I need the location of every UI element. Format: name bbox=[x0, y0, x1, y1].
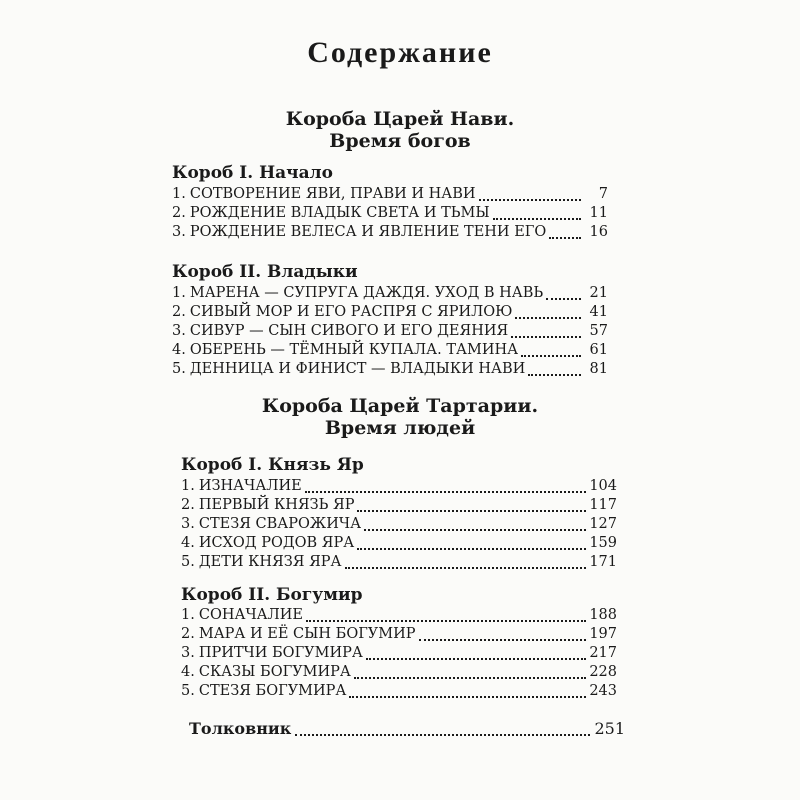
dot-leader bbox=[357, 536, 586, 550]
toc-entry[interactable] bbox=[181, 477, 617, 495]
part-heading-1 bbox=[0, 108, 800, 152]
toc-entry[interactable] bbox=[181, 515, 617, 533]
entry-title: РОЖДЕНИЕ ВЕЛЕСА И ЯВЛЕНИЕ ТЕНИ ЕГО bbox=[189, 224, 547, 240]
dot-leader bbox=[349, 684, 586, 698]
dot-leader bbox=[521, 343, 581, 357]
entry-number: 5. bbox=[181, 554, 195, 570]
entry-number: 5. bbox=[181, 683, 195, 699]
entry-number: 4. bbox=[181, 664, 195, 680]
entry-title: СИВУР — СЫН СИВОГО И ЕГО ДЕЯНИЯ bbox=[189, 323, 509, 339]
toc-entry[interactable] bbox=[172, 185, 608, 203]
part-heading-1-line1: Короба Царей Нави. bbox=[285, 108, 515, 130]
entry-number: 2. bbox=[181, 626, 195, 642]
entry-title: ПЕРВЫЙ КНЯЗЬ ЯР bbox=[198, 497, 355, 513]
entry-title: ИСХОД РОДОВ ЯРА bbox=[198, 535, 355, 551]
entry-page: 11 bbox=[589, 205, 608, 221]
glossary-label: Толковник bbox=[189, 719, 292, 738]
part-heading-1-line2: Время богов bbox=[329, 130, 471, 152]
dot-leader bbox=[511, 324, 581, 338]
dot-leader bbox=[493, 206, 581, 220]
toc-entry[interactable] bbox=[172, 303, 608, 321]
entry-number: 2. bbox=[181, 497, 195, 513]
entry-title: СИВЫЙ МОР И ЕГО РАСПРЯ С ЯРИЛОЮ bbox=[189, 304, 513, 320]
entry-title: ИЗНАЧАЛИЕ bbox=[198, 478, 302, 494]
group-heading-knyaz-yar: Короб I. Князь Яр bbox=[181, 455, 364, 475]
entry-number: 3. bbox=[181, 645, 195, 661]
toc-entry[interactable] bbox=[172, 204, 608, 222]
entry-title: СКАЗЫ БОГУМИРА bbox=[198, 664, 351, 680]
entry-page: 16 bbox=[589, 224, 608, 240]
entry-title: ПРИТЧИ БОГУМИРА bbox=[198, 645, 363, 661]
toc-entry[interactable] bbox=[181, 644, 617, 662]
toc-entry[interactable] bbox=[181, 553, 617, 571]
dot-leader bbox=[479, 187, 581, 201]
entry-number: 1. bbox=[172, 285, 186, 301]
entry-page: 7 bbox=[598, 186, 608, 202]
entry-page: 21 bbox=[589, 285, 608, 301]
entry-title: ДЕТИ КНЯЗЯ ЯРА bbox=[198, 554, 342, 570]
toc-glossary-entry[interactable] bbox=[189, 719, 625, 738]
toc-entry[interactable] bbox=[172, 360, 608, 378]
dot-leader bbox=[364, 517, 586, 531]
toc-entry[interactable] bbox=[181, 606, 617, 624]
group-heading-vladyki: Короб II. Владыки bbox=[172, 262, 358, 282]
part-heading-2 bbox=[0, 395, 800, 439]
toc-entry[interactable] bbox=[181, 496, 617, 514]
entry-number: 5. bbox=[172, 361, 186, 377]
page-title: Содержание bbox=[307, 36, 493, 69]
entry-number: 3. bbox=[181, 516, 195, 532]
dot-leader bbox=[306, 608, 586, 622]
part-heading-2-line2: Время людей bbox=[324, 417, 476, 439]
toc-entry[interactable] bbox=[181, 663, 617, 681]
entry-title: СОТВОРЕНИЕ ЯВИ, ПРАВИ И НАВИ bbox=[189, 186, 476, 202]
dot-leader bbox=[549, 225, 581, 239]
toc-entry[interactable] bbox=[172, 223, 608, 241]
entry-number: 1. bbox=[181, 607, 195, 623]
glossary-page: 251 bbox=[594, 719, 625, 738]
entry-number: 1. bbox=[181, 478, 195, 494]
entry-title: СОНАЧАЛИЕ bbox=[198, 607, 303, 623]
entry-title: ДЕННИЦА И ФИНИСТ — ВЛАДЫКИ НАВИ bbox=[189, 361, 526, 377]
entry-page: 197 bbox=[589, 626, 617, 642]
entry-number: 4. bbox=[181, 535, 195, 551]
entry-page: 81 bbox=[589, 361, 608, 377]
toc-entry[interactable] bbox=[181, 534, 617, 552]
toc-entry[interactable] bbox=[172, 322, 608, 340]
entry-title: СТЕЗЯ СВАРОЖИЧА bbox=[198, 516, 362, 532]
toc-entry[interactable] bbox=[181, 625, 617, 643]
dot-leader bbox=[528, 362, 581, 376]
dot-leader bbox=[295, 722, 590, 736]
dot-leader bbox=[357, 498, 586, 512]
entry-number: 1. bbox=[172, 186, 186, 202]
entry-page: 57 bbox=[589, 323, 608, 339]
group-heading-bogumir: Короб II. Богумир bbox=[181, 585, 363, 605]
entry-number: 3. bbox=[172, 224, 186, 240]
dot-leader bbox=[515, 305, 581, 319]
group-heading-nachalo: Короб I. Начало bbox=[172, 163, 333, 183]
entry-number: 2. bbox=[172, 304, 186, 320]
toc-entry[interactable] bbox=[172, 284, 608, 302]
dot-leader bbox=[345, 555, 587, 569]
entry-title: РОЖДЕНИЕ ВЛАДЫК СВЕТА И ТЬМЫ bbox=[189, 205, 490, 221]
entry-page: 228 bbox=[589, 664, 617, 680]
entry-title: ОБЕРЕНЬ — ТЁМНЫЙ КУПАЛА. ТАМИНА bbox=[189, 342, 519, 358]
entry-number: 3. bbox=[172, 323, 186, 339]
entry-number: 4. bbox=[172, 342, 186, 358]
part-heading-2-line1: Короба Царей Тартарии. bbox=[261, 395, 539, 417]
entry-page: 127 bbox=[589, 516, 617, 532]
entry-title: СТЕЗЯ БОГУМИРА bbox=[198, 683, 347, 699]
dot-leader bbox=[305, 479, 587, 493]
entry-page: 61 bbox=[589, 342, 608, 358]
toc-entry[interactable] bbox=[172, 341, 608, 359]
dot-leader bbox=[546, 286, 581, 300]
entry-title: МАРА И ЕЁ СЫН БОГУМИР bbox=[198, 626, 416, 642]
entry-page: 243 bbox=[589, 683, 617, 699]
entry-page: 188 bbox=[589, 607, 617, 623]
toc-entry[interactable] bbox=[181, 682, 617, 700]
entry-number: 2. bbox=[172, 205, 186, 221]
entry-page: 104 bbox=[589, 478, 617, 494]
entry-page: 117 bbox=[589, 497, 617, 513]
dot-leader bbox=[419, 627, 587, 641]
dot-leader bbox=[354, 665, 586, 679]
dot-leader bbox=[366, 646, 586, 660]
entry-page: 171 bbox=[589, 554, 617, 570]
entry-page: 217 bbox=[589, 645, 617, 661]
entry-title: МАРЕНА — СУПРУГА ДАЖДЯ. УХОД В НАВЬ bbox=[189, 285, 544, 301]
entry-page: 41 bbox=[589, 304, 608, 320]
entry-page: 159 bbox=[589, 535, 617, 551]
